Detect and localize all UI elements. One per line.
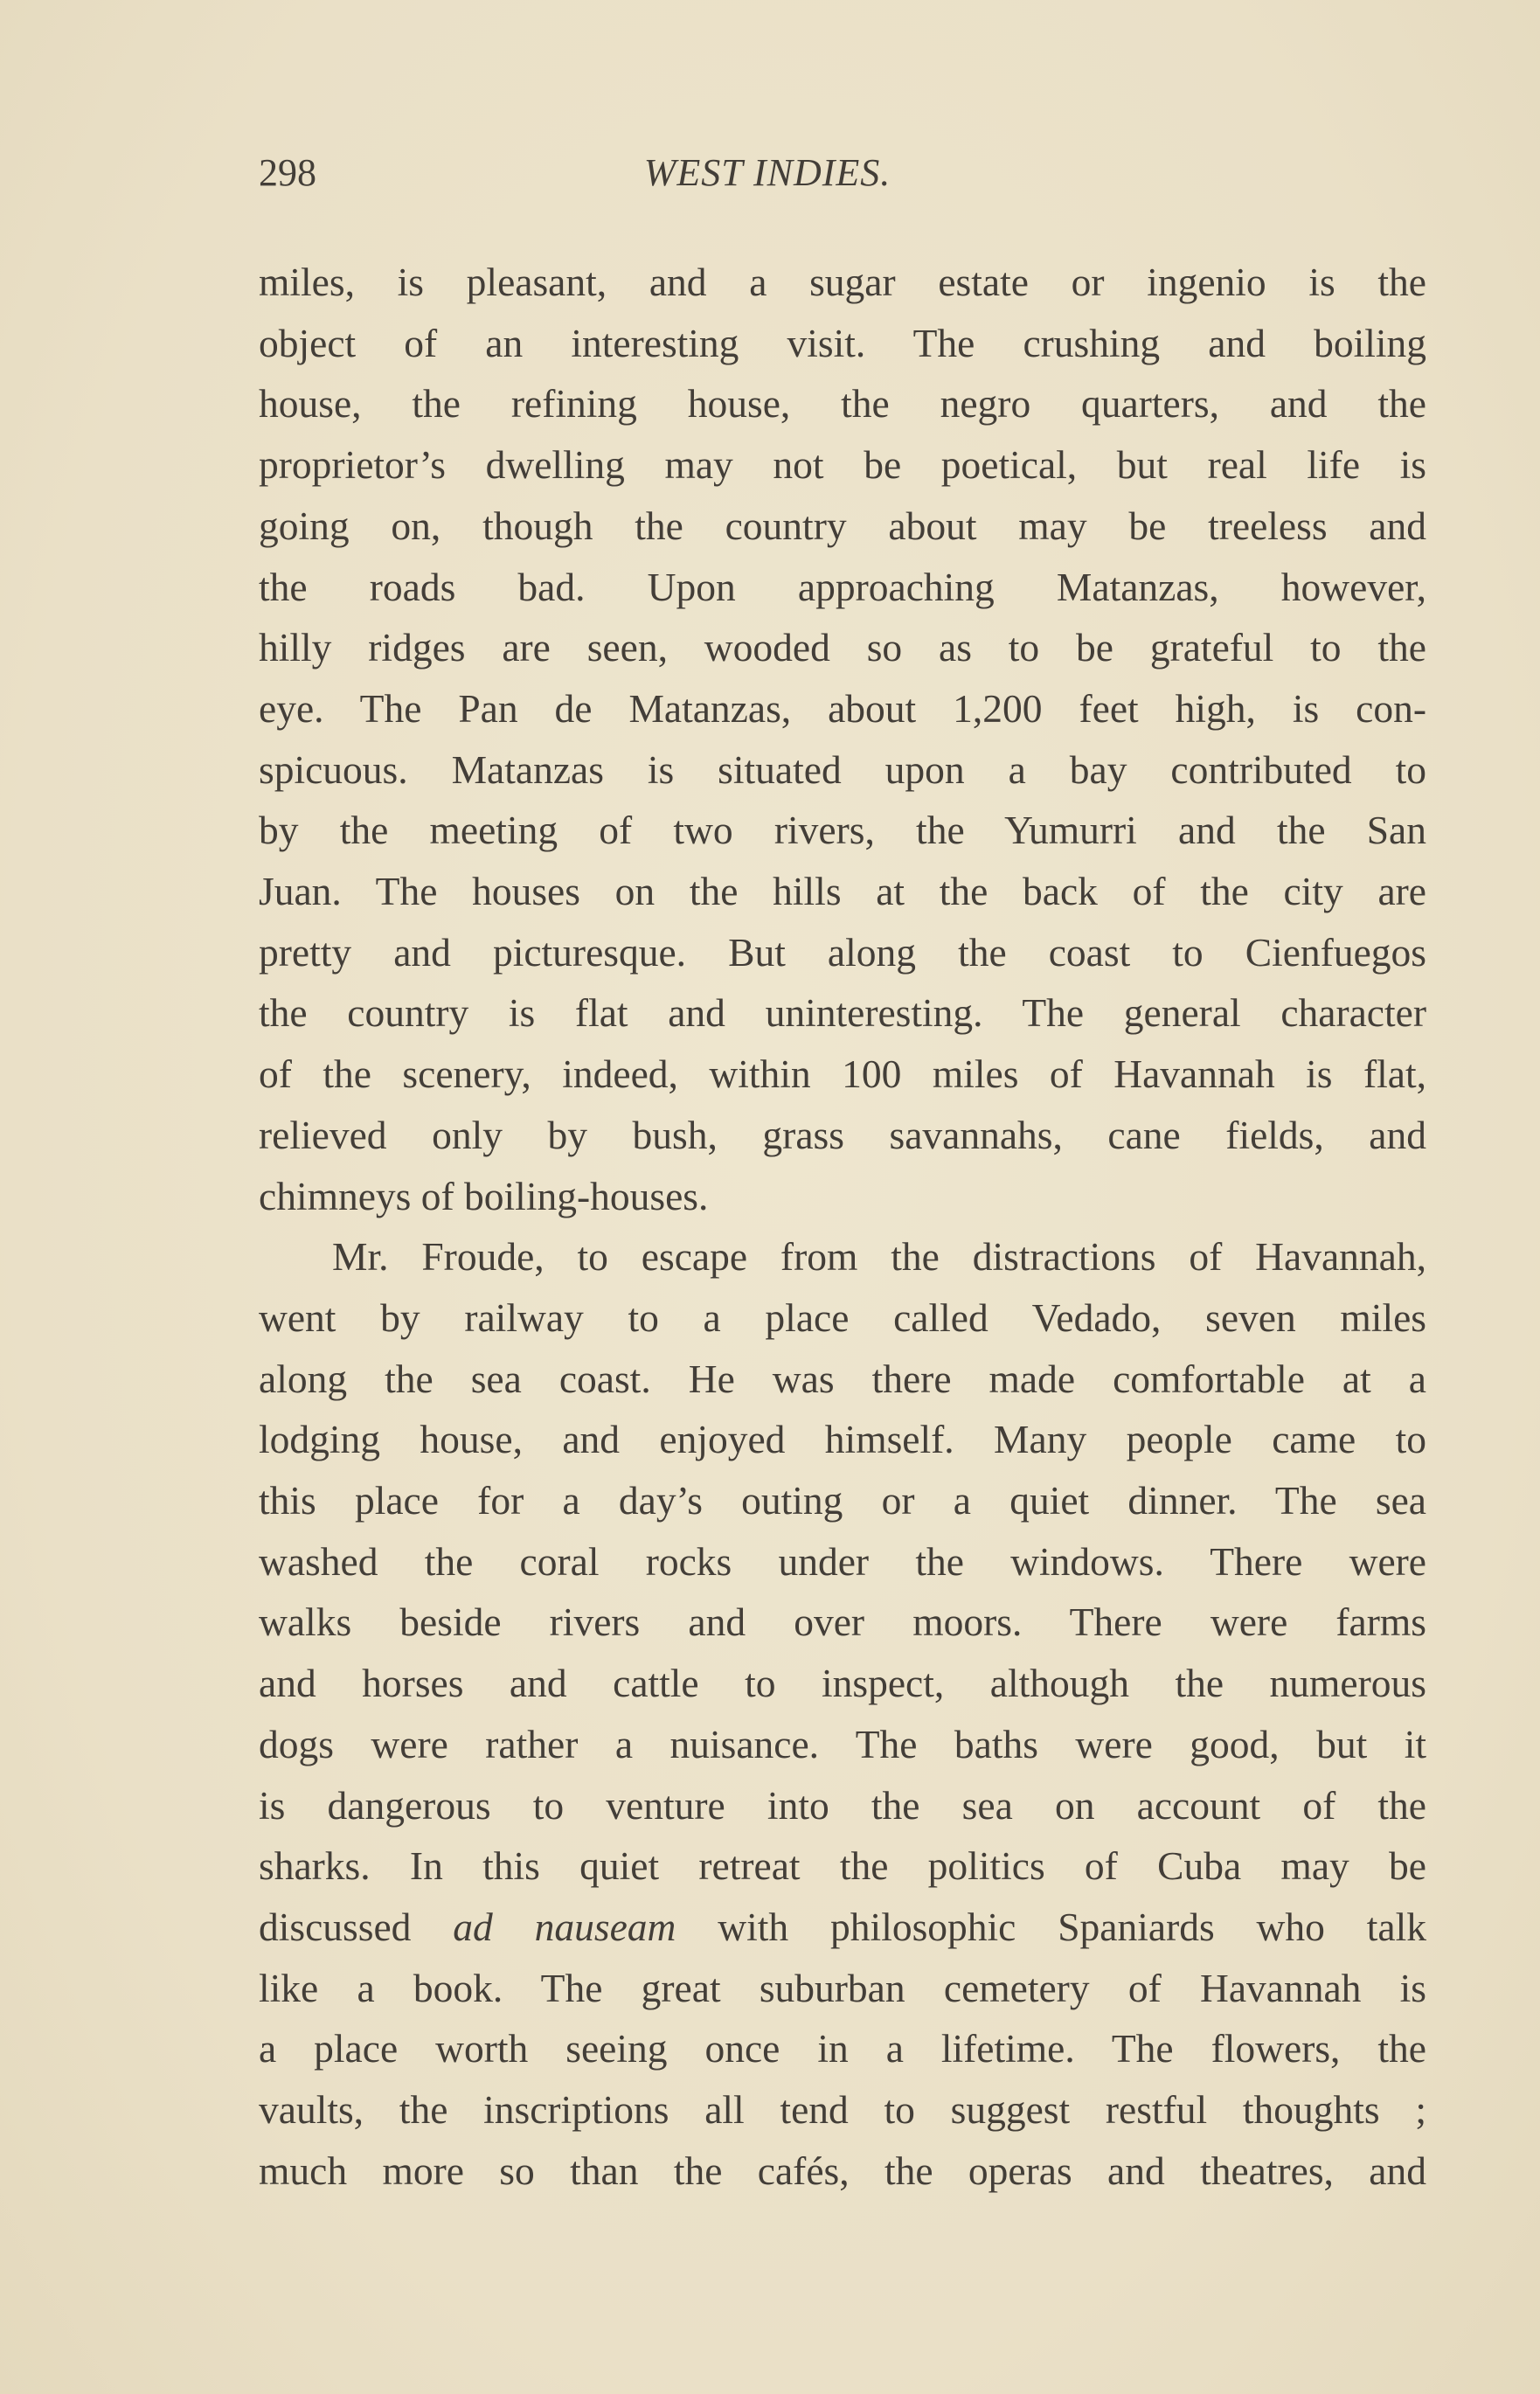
text-line: Mr. Froude, to escape from the distractions of Havannah, xyxy=(332,1234,1426,1280)
italic-phrase: ad nauseam xyxy=(453,1904,676,1949)
text-line: miles, is pleasant, and a sugar estate or ingenio is the xyxy=(259,260,1426,304)
text-line: a place worth seeing once in a lifetime. The flowers, the xyxy=(259,2026,1426,2071)
text-line: walks beside rivers and over moors. There were farms xyxy=(259,1599,1426,1645)
text-line: proprietor’s dwelling may not be poetical, but real life is xyxy=(259,442,1426,488)
text-line: went by railway to a place called Vedado, seven miles xyxy=(259,1294,1426,1340)
text-line: vaults, the inscriptions all tend to suggest restful thoughts ; xyxy=(259,2087,1426,2132)
text-line: spicuous. Matanzas is situated upon a bay contributed to xyxy=(259,746,1426,792)
text-line xyxy=(259,1897,1426,1958)
text-line: dogs were rather a nuisance. The baths were good, but it xyxy=(259,1721,1426,1766)
text-line: by the meeting of two rivers, the Yumurri and the San xyxy=(259,808,1426,853)
text-line: eye. The Pan de Matanzas, about 1,200 feet high, is con- xyxy=(259,685,1426,731)
text-segment: with philosophic Spaniards who talk xyxy=(676,1904,1427,1949)
text-line: along the sea coast. He was there made comfortable at a xyxy=(259,1356,1426,1401)
text-line: and horses and cattle to inspect, although the numerous xyxy=(259,1661,1426,1706)
text-line: hilly ridges are seen, wooded so as to be grateful to the xyxy=(259,625,1426,670)
text-line: this place for a day’s outing or a quiet dinner. The sea xyxy=(259,1478,1426,1523)
text-line: washed the coral rocks under the windows. There were xyxy=(259,1538,1426,1584)
text-line: object of an interesting visit. The crushing and boiling xyxy=(259,320,1426,365)
text-line: chimneys of boiling-houses. xyxy=(259,1173,709,1218)
text-line: the roads bad. Upon approaching Matanzas, however, xyxy=(259,564,1426,609)
text-line: Juan. The houses on the hills at the back of the city are xyxy=(259,869,1426,913)
text-line: sharks. In this quiet retreat the politics of Cuba may be xyxy=(259,1843,1426,1889)
running-title xyxy=(0,150,1540,195)
text-line: the country is flat and uninteresting. The general character xyxy=(259,990,1426,1036)
text-line: lodging house, and enjoyed himself. Many people came to xyxy=(259,1417,1426,1462)
text-line: pretty and picturesque. But along the coast to Cienfuegos xyxy=(259,929,1426,975)
text-line: is dangerous to venture into the sea on account of the xyxy=(259,1782,1426,1828)
text-line: house, the refining house, the negro quarters, and the xyxy=(259,381,1426,427)
text-segment: discussed xyxy=(259,1904,454,1949)
running-title-text: WEST INDIES. xyxy=(643,151,891,194)
page-number: 298 xyxy=(259,151,316,194)
text-line: of the scenery, indeed, within 100 miles of Havannah is flat, xyxy=(259,1051,1426,1097)
text-line: much more so than the cafés, the operas and theatres, and xyxy=(259,2148,1426,2193)
text-line: relieved only by bush, grass savannahs, cane fields, and xyxy=(259,1112,1426,1157)
text-line: going on, though the country about may be treeless and xyxy=(259,503,1426,548)
text-line: like a book. The great suburban cemetery of Havannah is xyxy=(259,1965,1426,2010)
